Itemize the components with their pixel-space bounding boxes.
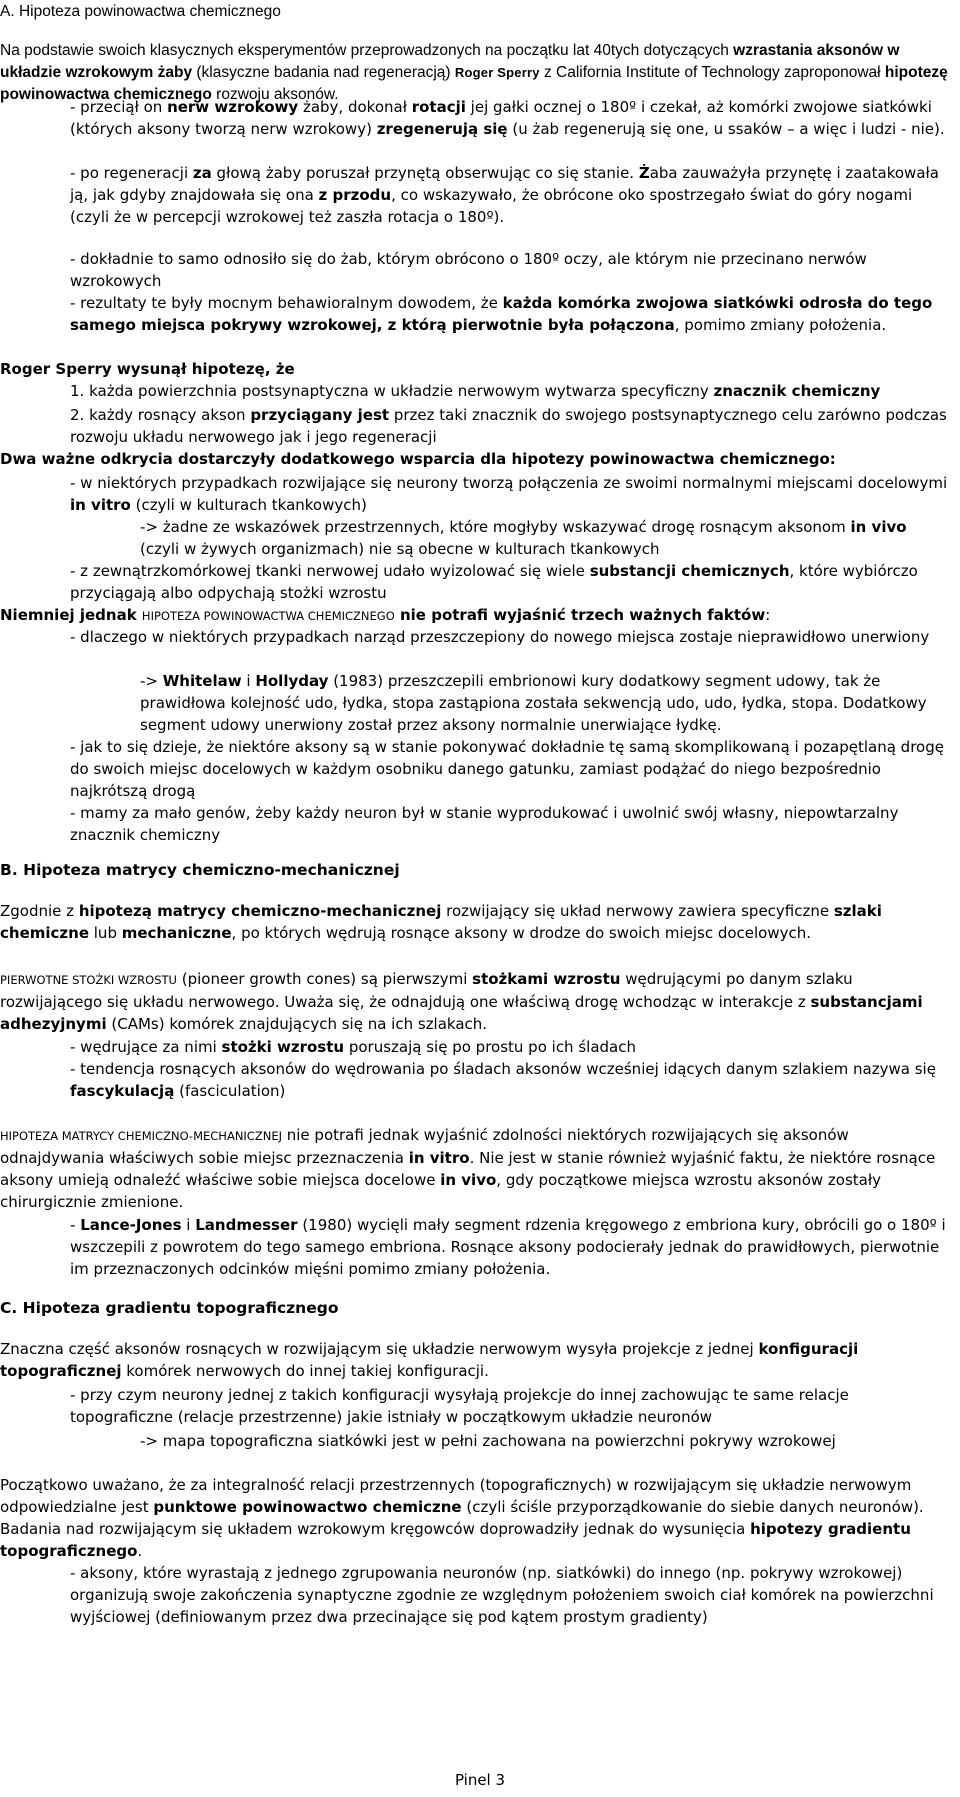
section-b-bullet-1: - wędrujące za nimi stożki wzrostu poruszają się po prostu po ich śladach [70, 1038, 636, 1056]
fact-2: - jak to się dzieje, że niektóre aksony są w stanie pokonywać dokładnie tę samą skomplikowaną i pozapętlaną drogę do swoich miejsc docelowych w każdym osobniku danego gatunku, zamiast podążać do niego bezpośrednio najkrótszą drogą [70, 738, 944, 800]
section-a-intro: Na podstawie swoich klasycznych eksperymentów przeprowadzonych na początku lat 40tych dotyczących wzrastania aksonów w układzie wzrokowym żaby (klasyczne badania nad regeneracją) Roger Sperry z California Institute of Technology zaproponował hipotezę powinowactwa chemicznego rozwoju aksonów. [0, 42, 948, 103]
section-b-title: B. Hipoteza matrycy chemiczno-mechanicznej [0, 861, 400, 879]
discovery-2: - z zewnątrzkomórkowej tkanki nerwowej udało wyizolować się wiele substancji chemicznych, które wybiórczo przyciągają albo odpychają stożki wzrostu [70, 562, 918, 602]
page-footer: Pinel 3 [454, 1771, 506, 1789]
section-b-para-2: PIERWOTNE STOŻKI WZROSTU (pioneer growth cones) są pierwszymi stożkami wzrostu wędrującymi po danym szlaku rozwijającego się układu nerwowego. Uważa się, że odnajdują one właściwą drogę wchodząc w interakcje z substancjami adhezyjnymi (CAMs) komórek znajdujących się na ich szlakach. [0, 970, 923, 1033]
discovery-1-note: -> żadne ze wskazówek przestrzennych, które mogłyby wskazywać drogę rosnącym aksonom in vivo (czyli w żywych organizmach) nie są obecne w kulturach tkankowych [140, 518, 907, 558]
numbered-item-2: 2. każdy rosnący akson przyciągany jest przez taki znacznik do swojego postsynaptycznego celu zarówno podczas rozwoju układu nerwowego jak i jego regeneracji [70, 406, 947, 446]
bullet-same-for-frogs: - dokładnie to samo odnosiło się do żab, którym obrócono o 180º oczy, ale którym nie przecinano nerwów wzrokowych [70, 250, 867, 290]
section-b-para-1: Zgodnie z hipotezą matrycy chemiczno-mechanicznej rozwijający się układ nerwowy zawiera specyficzne szlaki chemiczne lub mechaniczne, po których wędrują rosnące aksony w drodze do swoich miejsc docelowych. [0, 902, 882, 942]
numbered-item-1: 1. każda powierzchnia postsynaptyczna w układzie nerwowym wytwarza specyficzny znacznik chemiczny [70, 382, 881, 400]
section-c-bullet-1: - przy czym neurony jednej z takich konfiguracji wysyłają projekcje do innej zachowując te same relacje topograficzne (relacje przestrzenne) jakie istniały w początkowym układzie neuronów [70, 1386, 849, 1426]
section-c-map-note: -> mapa topograficzna siatkówki jest w pełni zachowana na powierzchni pokrywy wzrokowej [140, 1432, 836, 1450]
bullet-regeneration-bait: - po regeneracji za głową żaby poruszał przynętą obserwując co się stanie. Żaba zauważyła przynętę i zaatakowała ją, jak gdyby znajdowała się ona z przodu, co wskazywało, że obrócone oko spostrzegało świat do góry nogami (czyli że w percepcji wzrokowej też zaszła rotacja o 180º). [70, 164, 939, 226]
sperry-hypothesis-heading: Roger Sperry wysunął hipotezę, że [0, 360, 295, 378]
bullet-behavioral-evidence: - rezultaty te były mocnym behawioralnym dowodem, że każda komórka zwojowa siatkówki odrosła do tego samego miejsca pokrywy wzrokowej, z którą pierwotnie była połączona, pomimo zmiany położenia. [70, 294, 933, 334]
discovery-1: - w niektórych przypadkach rozwijające się neurony tworzą połączenia ze swoimi normalnymi miejscami docelowymi in vitro (czyli w kulturach tkankowych) [70, 474, 948, 514]
bullet-nerve-rotation: - przeciął on nerw wzrokowy żaby, dokonał rotacji jej gałki ocznej o 180º i czekał, aż komórki zwojowe siatkówki (których aksony tworzą nerw wzrokowy) zregenerują się (u żab regenerują się one, u ssaków – a więc i ludzi - nie). [70, 98, 945, 138]
section-c-bullet-2: - aksony, które wyrastają z jednego zgrupowania neuronów (np. siatkówki) do innego (np. pokrywy wzrokowej) organizują swoje zakończenia synaptyczne zgodnie ze względnym położeniem swoich ciał komórek na powierzchni wyjściowej (definiowanym przez dwa przecinające się pod kątem prostym gradienty) [70, 1564, 934, 1626]
fact-1-example: -> Whitelaw i Hollyday (1983) przeszczepili embrionowi kury dodatkowy segment udowy, tak że prawidłowa kolejność udo, łydka, stopa zastąpiona została sekwencją udo, udo, łydka, stopa. Dodatkowy segment udowy unerwiony został przez aksony normalnie unerwiające łydkę. [140, 672, 927, 734]
three-facts-heading: Niemniej jednak HIPOTEZA POWINOWACTWA CHEMICZNEGO nie potrafi wyjaśnić trzech ważnych faktów: [0, 606, 771, 624]
section-b-para-3: HIPOTEZA MATRYCY CHEMICZNO-MECHANICZNEJ nie potrafi jednak wyjaśnić zdolności niektórych rozwijających się aksonów odnajdywania właściwych sobie miejsc przeznaczenia in vitro. Nie jest w stanie również wyjaśnić faktu, że niektóre rosnące aksony umieją odnaleźć właściwe sobie miejsca docelowe in vivo, gdy początkowe miejsca wzrostu aksonów zostały chirurgicznie zmienione. [0, 1126, 936, 1211]
fact-3: - mamy za mało genów, żeby każdy neuron był w stanie wyprodukować i uwolnić swój własny, niepowtarzalny znacznik chemiczny [70, 804, 899, 844]
section-a-title: A. Hipoteza powinowactwa chemicznego [0, 3, 281, 20]
section-c-para-1: Znaczna część aksonów rosnących w rozwijającym się układzie nerwowym wysyła projekcje z jednej konfiguracji topograficznej komórek nerwowych do innej takiej konfiguracji. [0, 1340, 859, 1380]
section-c-title: C. Hipoteza gradientu topograficznego [0, 1299, 339, 1317]
section-c-para-2: Początkowo uważano, że za integralność relacji przestrzennych (topograficznych) w rozwijającym się układzie nerwowym odpowiedzialne jest punktowe powinowactwo chemiczne (czyli ściśle przyporządkowanie do siebie danych neuronów). Badania nad rozwijającym się układem wzrokowym kręgowców doprowadziły jednak do wysunięcia hipotezy gradientu topograficznego. [0, 1476, 924, 1560]
two-discoveries-heading: Dwa ważne odkrycia dostarczyły dodatkowego wsparcia dla hipotezy powinowactwa chemicznego: [0, 450, 836, 468]
fact-1: - dlaczego w niektórych przypadkach narząd przeszczepiony do nowego miejsca zostaje nieprawidłowo unerwiony [70, 628, 930, 646]
section-b-bullet-2: - tendencja rosnących aksonów do wędrowania po śladach aksonów wcześniej idących danym szlakiem nazywa się fascykulacją (fasciculation) [70, 1060, 936, 1100]
section-b-example: - Lance-Jones i Landmesser (1980) wycięli mały segment rdzenia kręgowego z embriona kury, obrócili go o 180º i wszczepili z powrotem do tego samego embriona. Rosnące aksony podocierały jednak do prawidłowych, pierwotnie im przeznaczonych odcinków mięśni pomimo zmiany położenia. [70, 1216, 946, 1278]
